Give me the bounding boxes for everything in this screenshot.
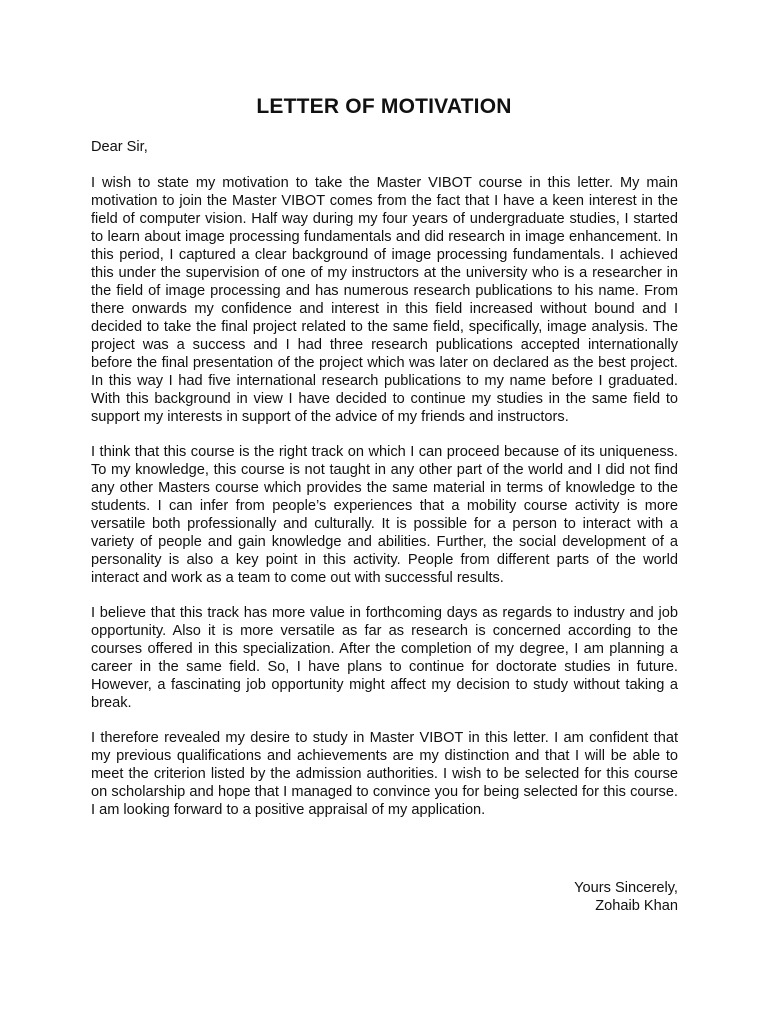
closing-phrase: Yours Sincerely, — [574, 880, 678, 896]
letter-title: LETTER OF MOTIVATION — [256, 95, 512, 118]
letter-body — [91, 174, 678, 836]
paragraph-course-uniqueness: I think that this course is the right track on which I can proceed because of its uniqueness. To my knowledge, this course is not taught in any other part of the world and I did not find any other Masters course which provides the same material in terms of knowledge to the students. I can infer from people’s experiences that a mobility course activity is more versatile both professionally and culturally. It is possible for a person to interact with a variety of people and gain knowledge and abilities. Further, the social development of a personality is also a key point in this activity. People from different parts of the world interact and work as a team to come out with successful results. — [91, 444, 678, 586]
signature-name: Zohaib Khan — [595, 898, 678, 914]
paragraph-motivation: I wish to state my motivation to take the Master VIBOT course in this letter. My main motivation to join the Master VIBOT comes from the fact that I have a keen interest in the field of computer vision. Half way during my four years of undergraduate studies, I started to learn about image processing fundamentals and did research in image enhancement. In this period, I captured a clear background of image processing fundamentals. I achieved this under the supervision of one of my instructors at the university who is a researcher in the field of image processing and has numerous research publications to his name. From there onwards my confidence and interest in this field increased without bound and I decided to take the final project related to the same field, specifically, image analysis. The project was a success and I had three research publications accepted internationally before the final presentation of the project which was later on declared as the best project. In this way I had five international research publications to my name before I graduated. With this background in view I have decided to continue my studies in the same field to support my interests in support of the advice of my friends and instructors. — [91, 175, 678, 425]
closing-block — [574, 879, 678, 915]
paragraph-conclusion: I therefore revealed my desire to study in Master VIBOT in this letter. I am confident that my previous qualifications and achievements are my distinction and that I will be able to meet the criterion listed by the admission authorities. I wish to be selected for this course on scholarship and hope that I managed to convince you for being selected for this course. I am looking forward to a positive appraisal of my application. — [91, 730, 678, 818]
salutation: Dear Sir, — [91, 139, 148, 155]
paragraph-career-value: I believe that this track has more value in forthcoming days as regards to industry and job opportunity. Also it is more versatile as far as research is concerned according to the courses offered in this specialization. After the completion of my degree, I am planning a career in the same field. So, I have plans to continue for doctorate studies in future. However, a fascinating job opportunity might affect my decision to study without taking a break. — [91, 605, 678, 711]
